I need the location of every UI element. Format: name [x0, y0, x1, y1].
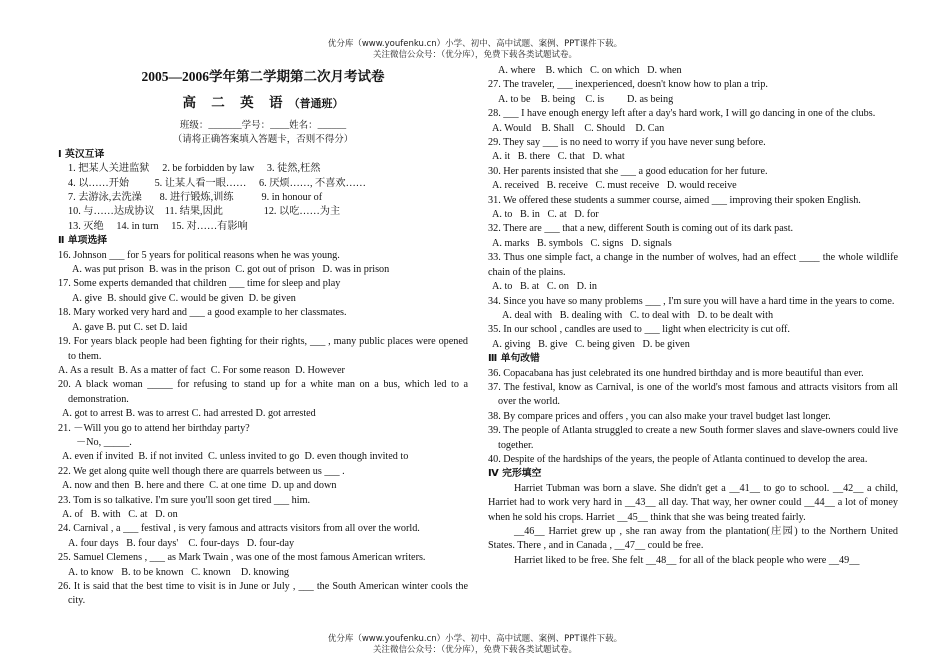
question-34-options: A. deal with B. dealing with C. to deal with D. to be dealt with: [502, 309, 774, 321]
question-29: 29. They say ___ is no need to worry if you have never sung before.: [488, 137, 766, 149]
question-24-options: A. four days B. four days' C. four-days D. four-day: [68, 537, 295, 549]
question-38: 38. By compare prices and offers , you can also make your travel budget last longer.: [488, 410, 831, 422]
question-25-options: A. to know B. to be known C. known D. knowing: [68, 566, 290, 578]
question-17: 17. Some experts demanded that children ___ time for sleep and play: [58, 278, 341, 290]
question-21-options: A. even if invited B. if not invited C. unless invited to go D. even though invited to: [62, 451, 409, 463]
question-23: 23. Tom is so talkative. I'm sure you'll soon get tired ___ him.: [58, 494, 311, 506]
question-26-options: A. where B. which C. on which D. when: [498, 65, 682, 76]
question-35: 35. In our school , candles are used to ___ light when electricity is cut off.: [488, 324, 790, 336]
question-20: 20. A black woman _____ for refusing to stand up for a white man on a bus, which led to a demonstration.: [58, 379, 468, 405]
question-27-options: A. to be B. being C. is D. as being: [498, 93, 674, 105]
question-26: 26. It is said that the best time to visit is in June or July , ___ the South American winter cools the city.: [58, 581, 468, 607]
question-17-options: A. give B. should give C. would be given D. be given: [72, 292, 296, 304]
cloze-paragraph-1: Harriet Tubman was born a slave. She didn't get a __41__ to go to school. __42__ a child, Harriet had to work very hard in __43__ all day. That way, her owner could __44__ a lot of money when he sold his crops. Harriet __45__ think that she was being treated fairly.: [488, 482, 898, 523]
question-30: 30. Her parents insisted that she ___ a good education for her future.: [488, 165, 768, 177]
question-21-reply: －No, _____.: [76, 436, 132, 448]
translation-line-4: 10. 与……达成协议 11. 结果,因此 12. 以吃……为主: [68, 206, 341, 218]
top-watermark-line1: 优分库（www.youfenku.cn）小学、初中、高中试题、案例、PPT课件下载。: [327, 39, 623, 49]
question-29-options: A. it B. there C. that D. what: [492, 151, 625, 163]
question-32-options: A. marks B. symbols C. signs D. signals: [492, 237, 672, 249]
question-34: 34. Since you have so many problems ___ , I'm sure you will have a hard time in the years to come.: [488, 295, 895, 307]
top-watermark-line2: 关注微信公众号：（优分库），免费下载各类试题试卷。: [372, 50, 577, 60]
translation-line-3: 7. 去游泳,去洗澡 8. 进行锻炼,训练 9. in honour of: [68, 192, 323, 204]
question-16-options: A. was put prison B. was in the prison C. got out of prison D. was in prison: [72, 264, 390, 276]
question-18-options: A. gave B. put C. set D. laid: [72, 321, 188, 333]
section-2-heading: Ⅱ 单项选择: [58, 235, 108, 247]
question-35-options: A. giving B. give C. being given D. be given: [492, 338, 690, 350]
question-33: 33. Thus one simple fact, a change in the number of wolves, had an effect ____ the whole wildlife chain of the plains.: [488, 252, 898, 278]
right-column: [488, 64, 898, 568]
instruction: （请将正确答案填入答题卡，否则不得分）: [172, 135, 354, 146]
question-22: 22. We get along quite well though there are quarrels between us ___ .: [58, 465, 345, 477]
question-20-options: A. got to arrest B. was to arrest C. had arrested D. got arrested: [62, 408, 316, 420]
question-28: 28. ___ I have enough energy left after a day's hard work, I will go dancing in one of the clubs.: [488, 108, 876, 120]
left-column: [58, 64, 468, 609]
top-watermark: [0, 39, 950, 61]
translation-line-5: 13. 灭绝 14. in turn 15. 对……有影响: [68, 220, 248, 232]
question-16: 16. Johnson ___ for 5 years for political reasons when he was young.: [58, 249, 340, 261]
subject-text: 高 二 英 语: [182, 95, 289, 110]
section-4-heading: Ⅳ 完形填空: [488, 468, 542, 480]
question-36: 36. Copacabana has just celebrated its one hundred birthday and is more beautiful than ever.: [488, 367, 864, 379]
question-31: 31. We offered these students a summer course, aimed ___ improving their spoken English.: [488, 194, 861, 206]
translation-line-2: 4. 以……开始 5. 让某人看一眼…… 6. 厌烦……, 不喜欢……: [68, 177, 366, 189]
question-22-options: A. now and then B. here and there C. at one time D. up and down: [62, 480, 337, 492]
question-32: 32. There are ___ that a new, different South is coming out of its dark past.: [488, 223, 794, 235]
question-33-options: A. to B. at C. on D. in: [492, 281, 597, 293]
exam-subject: [58, 94, 468, 113]
question-19: 19. For years black people had been fighting for their rights, ___ , many public places were opened to them.: [58, 336, 468, 362]
bottom-watermark-line1: 优分库（www.youfenku.cn）小学、初中、高中试题、案例、PPT课件下载。: [327, 634, 623, 644]
section-3-heading: Ⅲ 单句改错: [488, 353, 540, 365]
question-21: 21. －Will you go to attend her birthday party?: [58, 422, 250, 434]
question-23-options: A. of B. with C. at D. on: [62, 508, 178, 520]
question-28-options: A. Would B. Shall C. Should D. Can: [492, 122, 665, 134]
cloze-paragraph-2: __46__ Harriet grew up , she ran away from the plantation(庄园) to the Northern United States. There , and in Canada , __47__ could be free.: [488, 526, 898, 552]
question-30-options: A. received B. receive C. must receive D. would receive: [492, 180, 737, 192]
question-24: 24. Carnival , a ___ festival , is very famous and attracts visitors from all over the world.: [58, 523, 420, 535]
question-25: 25. Samuel Clemens , ___ as Mark Twain , was one of the most famous American writers.: [58, 552, 426, 564]
exam-title: 2005—2006学年第二学期第二次月考试卷: [141, 69, 385, 84]
question-39: 39. The people of Atlanta struggled to create a new South former slaves and slave-owners could live together.: [488, 425, 898, 451]
bottom-watermark: [0, 634, 950, 656]
question-18: 18. Mary worked very hard and ___ a good example to her classmates.: [58, 307, 347, 319]
section-1-heading: Ⅰ 英汉互译: [58, 148, 105, 160]
bottom-watermark-line2: 关注微信公众号：（优分库），免费下载各类试题试卷。: [372, 645, 577, 655]
cloze-paragraph-3: Harriet liked to be free. She felt __48__ for all of the black people who were __49__: [514, 554, 860, 566]
subject-note: （普通班）: [288, 98, 344, 110]
question-27: 27. The traveler, ___ inexperienced, doesn't know how to plan a trip.: [488, 79, 768, 91]
question-19-options: A. As a result B. As a matter of fact C. For some reason D. However: [58, 364, 345, 376]
question-31-options: A. to B. in C. at D. for: [492, 209, 599, 221]
question-40: 40. Despite of the hardships of the years, the people of Atlanta continued to develop the area.: [488, 453, 868, 465]
translation-line-1: 1. 把某人关进监狱 2. be forbidden by law 3. 徒然,枉然: [68, 163, 321, 175]
question-37: 37. The festival, know as Carnival, is one of the world's most famous and attracts visitors from all over the world.: [488, 381, 898, 408]
student-info: 班级：_______学号：____姓名：______: [179, 121, 347, 131]
